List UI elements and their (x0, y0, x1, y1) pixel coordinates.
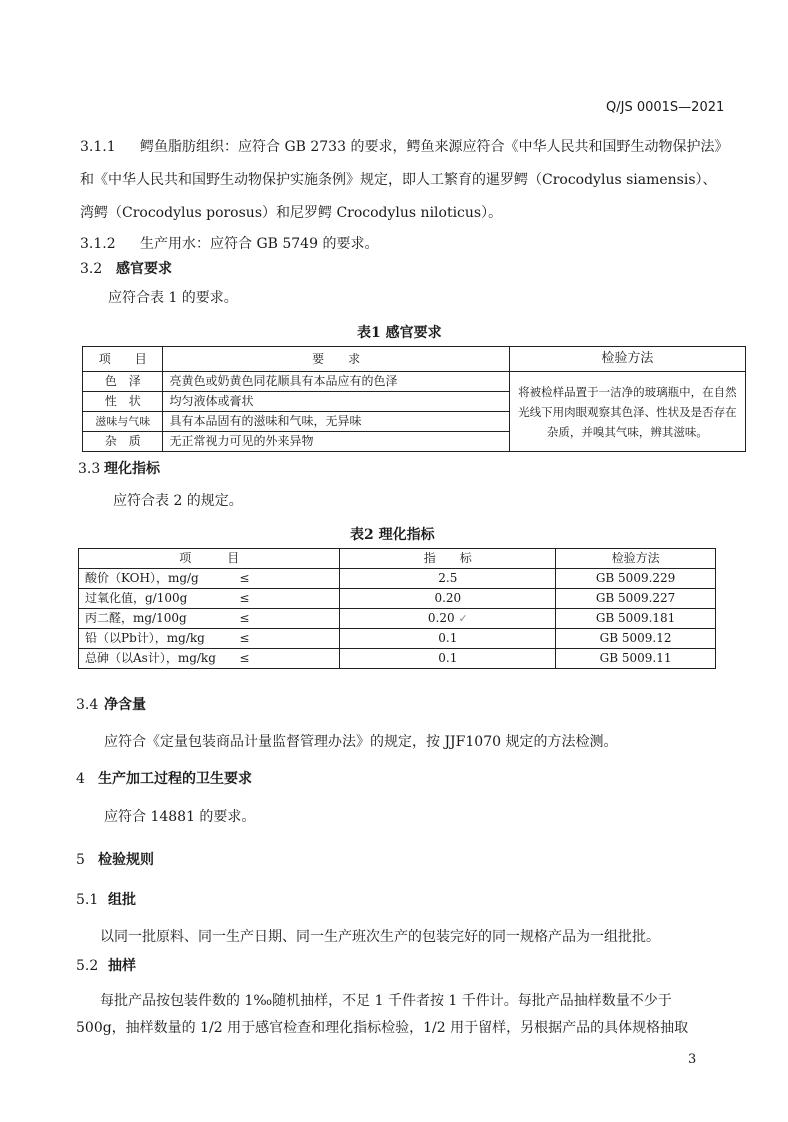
le-symbol: ≤ (239, 571, 250, 585)
item-label: 丙二醛，mg/100g (85, 611, 187, 625)
item-cell (79, 589, 340, 609)
table-row (79, 629, 716, 649)
table-row (79, 649, 716, 669)
section-5-2-line1: 每批产品按包装件数的 1‰随机抽样，不足 1 千件者按 1 千件计。每批产品抽样数量不少于 (100, 993, 672, 1009)
section-number: 3.2 (80, 261, 103, 277)
section-3-3-heading (78, 458, 160, 478)
requirement-cell: 无正常视力可见的外来异物 (163, 432, 509, 452)
indicator-cell: 2.5 (340, 569, 556, 589)
item-cell (79, 569, 340, 589)
doc-code: Q/JS 0001S—2021 (606, 100, 725, 115)
page-number: 3 (688, 1052, 697, 1067)
section-3-2-heading (80, 258, 172, 278)
seal-stamp-fragment (770, 560, 788, 710)
physicochemical-indicators-table (78, 548, 716, 669)
le-symbol: ≤ (239, 591, 250, 605)
method-cell: GB 5009.181 (556, 609, 716, 629)
header-item: 项 目 (79, 549, 340, 569)
table1-caption: 表1 感官要求 (357, 325, 442, 341)
indicator-value: 0.20 (427, 611, 455, 625)
check-mark: ✓ (458, 612, 468, 625)
item-cell: 滋味与气味 (83, 412, 163, 432)
method-cell: GB 5009.229 (556, 569, 716, 589)
section-title: 组批 (108, 892, 136, 908)
table-row (79, 589, 716, 609)
method-cell: GB 5009.12 (556, 629, 716, 649)
table-row (79, 609, 716, 629)
indicator-cell: 0.1 (340, 629, 556, 649)
method-cell: 将被检样品置于一洁净的玻璃瓶中，在自然光线下用肉眼观察其色泽、性状及是否存在杂质，并嗅其气味，辨其滋味。 (509, 372, 745, 452)
section-number: 5 (76, 852, 85, 868)
header-indicator: 指 标 (340, 549, 556, 569)
section-5-heading (76, 849, 154, 869)
section-title: 感官要求 (116, 261, 172, 277)
le-symbol: ≤ (239, 651, 250, 665)
table-header-row (83, 347, 746, 372)
clause-3-1-2 (80, 233, 378, 253)
section-title: 生产加工过程的卫生要求 (98, 771, 252, 787)
section-4-heading (76, 768, 252, 788)
indicator-cell: 0.1 (340, 649, 556, 669)
header-requirement: 要 求 (163, 347, 509, 372)
item-cell (79, 629, 340, 649)
clause-3-1-1-line2: 和《中华人民共和国野生动物保护实施条例》规定，即人工繁育的暹罗鳄（Crocodylus siamensis）、 (80, 172, 717, 188)
section-title: 净含量 (104, 697, 146, 713)
item-cell: 色 泽 (83, 372, 163, 392)
le-symbol: ≤ (239, 611, 250, 625)
section-number: 4 (76, 771, 85, 787)
section-3-2-text: 应符合表 1 的要求。 (108, 290, 238, 306)
section-number: 3.3 (78, 461, 101, 477)
header-item: 项 目 (83, 347, 163, 372)
indicator-cell (340, 609, 556, 629)
section-number: 5.2 (76, 958, 99, 974)
item-label: 铅（以Pb计），mg/kg (85, 631, 205, 645)
requirement-cell: 亮黄色或奶黄色同花顺具有本品应有的色泽 (163, 372, 509, 392)
header-method: 检验方法 (509, 347, 745, 372)
item-label: 过氧化值，g/100g (85, 591, 188, 605)
item-cell: 性 状 (83, 392, 163, 412)
section-3-4-text: 应符合《定量包装商品计量监督管理办法》的规定，按 JJF1070 规定的方法检测。 (104, 734, 618, 750)
section-3-4-heading (76, 694, 146, 714)
clause-number: 3.1.1 (80, 139, 116, 155)
table-row (83, 372, 746, 392)
table-row (79, 569, 716, 589)
sensory-requirements-table (82, 346, 746, 452)
item-cell (79, 649, 340, 669)
item-cell: 杂 质 (83, 432, 163, 452)
section-5-2-heading (76, 955, 136, 975)
method-cell: GB 5009.227 (556, 589, 716, 609)
section-5-1-heading (76, 889, 136, 909)
clause-text: 生产用水：应符合 GB 5749 的要求。 (140, 236, 379, 252)
section-5-1-text: 以同一批原料、同一生产日期、同一生产班次生产的包装完好的同一规格产品为一组批批。 (100, 929, 660, 945)
indicator-cell: 0.20 (340, 589, 556, 609)
item-cell (79, 609, 340, 629)
item-label: 酸价（KOH），mg/g (85, 571, 199, 585)
requirement-cell: 具有本品固有的滋味和气味，无异味 (163, 412, 509, 432)
clause-number: 3.1.2 (80, 236, 116, 252)
section-4-text: 应符合 14881 的要求。 (104, 809, 256, 825)
clause-text: 鳄鱼脂肪组织：应符合 GB 2733 的要求，鳄鱼来源应符合《中华人民共和国野生动物保护法》 (140, 139, 729, 155)
section-title: 抽样 (108, 958, 136, 974)
section-3-3-text: 应符合表 2 的规定。 (113, 493, 243, 509)
table-header-row (79, 549, 716, 569)
method-cell: GB 5009.11 (556, 649, 716, 669)
section-5-2-line2: 500g，抽样数量的 1/2 用于感官检查和理化指标检验，1/2 用于留样，另根据产品的具体规格抽取 (76, 1020, 689, 1036)
section-number: 5.1 (76, 892, 99, 908)
item-label: 总砷（以As计），mg/kg (85, 651, 216, 665)
le-symbol: ≤ (239, 631, 250, 645)
section-title: 理化指标 (104, 461, 160, 477)
clause-3-1-1 (80, 136, 728, 156)
header-method: 检验方法 (556, 549, 716, 569)
section-number: 3.4 (76, 697, 99, 713)
requirement-cell: 均匀液体或膏状 (163, 392, 509, 412)
section-title: 检验规则 (98, 852, 154, 868)
clause-3-1-1-line3: 湾鳄（Crocodylus porosus）和尼罗鳄 Crocodylus niloticus）。 (80, 205, 503, 221)
table2-caption: 表2 理化指标 (350, 527, 435, 543)
